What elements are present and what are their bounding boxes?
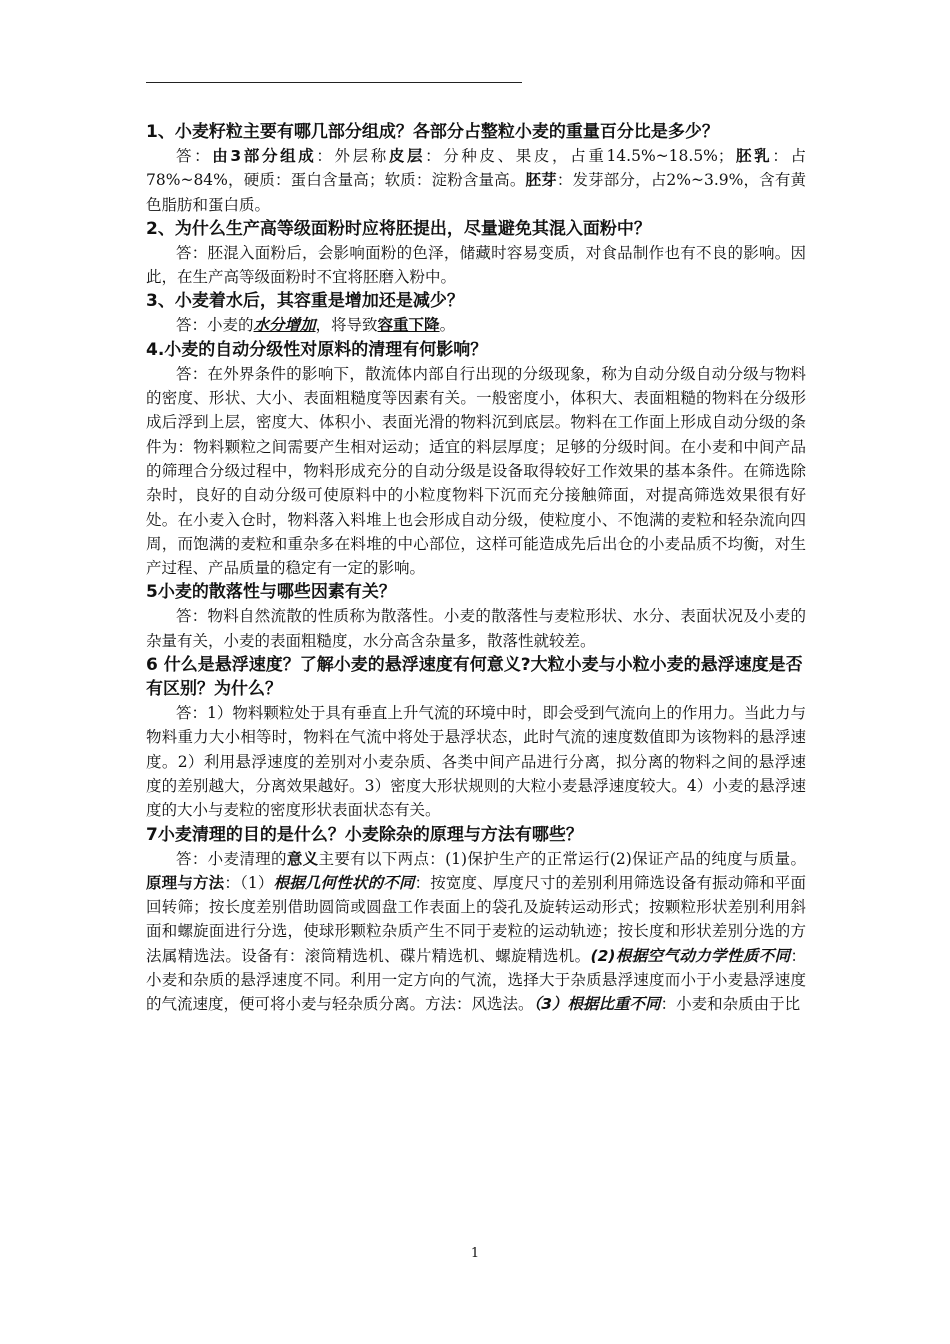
answer-1: 答：由3部分组成：外层称皮层：分种皮、果皮，占重14.5%~18.5%；胚乳：占78%~84%，硬质：蛋白含量高；软质：淀粉含量高。胚芽：发芽部分，占2%~3.9%，含有黄色脂肪和蛋白质。 [146,147,806,214]
document-body [146,120,806,1017]
question-6: 6 什么是悬浮速度？了解小麦的悬浮速度有何意义?大粒小麦与小粒小麦的悬浮速度是否有区别？为什么？ [146,655,803,700]
question-7: 7小麦清理的目的是什么？小麦除杂的原理与方法有哪些？ [146,824,583,845]
answer-5: 答：物料自然流散的性质称为散落性。小麦的散落性与麦粒形状、水分、表面状况及小麦的杂量有关，小麦的表面粗糙度，水分高含杂量多，散落性就较差。 [146,607,806,650]
page-number: 1 [470,1246,480,1261]
question-1: 1、小麦籽粒主要有哪几部分组成？各部分占整粒小麦的重量百分比是多少？ [146,122,719,142]
answer-6: 答：1）物料颗粒处于具有垂直上升气流的环境中时，即会受到气流向上的作用力。当此力与物料重力大小相等时，物料在气流中将处于悬浮状态，此时气流的速度数值即为该物料的悬浮速度。2）利用悬浮速度的差别对小麦杂质、各类中间产品进行分离，拟分离的物料之间的悬浮速度的差别越大，分离效果越好。3）密度大形状规则的大粒小麦悬浮速度较大。4）小麦的悬浮速度的大小与麦粒的密度形状表面状态有关。 [146,704,806,820]
header-rule [146,82,522,83]
question-3: 3、小麦着水后，其容重是增加还是减少？ [146,291,464,312]
answer-7: 答：小麦清理的意义主要有以下两点：(1)保护生产的正常运行(2)保证产品的纯度与质量。原理与方法：（1）根据几何性状的不同：按宽度、厚度尺寸的差别利用筛选设备有振动筛和平面回转筛；按长度差别借助圆筒或圆盘工作表面上的袋孔及旋转运动形式；按颗粒形状差别利用斜面和螺旋面进行分选，使球形颗粒杂质产生不同于麦粒的运动轨迹；按长度和形状差别分选的方法属精选法。设备有：滚筒精选机、碟片精选机、螺旋精选机。(2)根据空气动力学性质不同：小麦和杂质的悬浮速度不同。利用一定方向的气流，选择大于杂质悬浮速度而小于小麦悬浮速度的气流速度，便可将小麦与轻杂质分离。方法：风选法。（3）根据比重不同：小麦和杂质由于比 [146,849,806,1014]
question-2: 2、为什么生产高等级面粉时应将胚提出，尽量避免其混入面粉中？ [146,218,651,239]
answer-2: 答：胚混入面粉后，会影响面粉的色泽，储藏时容易变质，对食品制作也有不良的影响。因此，在生产高等级面粉时不宜将胚磨入粉中。 [146,243,806,287]
question-4: 4.小麦的自动分级性对原料的清理有何影响？ [146,339,488,360]
answer-4: 答：在外界条件的影响下，散流体内部自行出现的分级现象，称为自动分级自动分级与物料的密度、形状、大小、表面粗糙度等因素有关。一般密度小，体积大、表面粗糙的物料在分级形成后浮到上层，密度大、体积小、表面光滑的物料沉到底层。物料在工作面上形成自动分级的条件为：物料颗粒之间需要产生相对运动；适宜的料层厚度；足够的分级时间。在小麦和中间产品的筛理合分级过程中，物料形成充分的自动分级是设备取得较好工作效果的基本条件。在筛选除杂时，良好的自动分级可使原料中的小粒度物料下沉而充分接触筛面，对提高筛选效果很有好处。在小麦入仓时，物料落入料堆上也会形成自动分级，使粒度小、不饱满的麦粒和轻杂流向四周，而饱满的麦粒和重杂多在料堆的中心部位，这样可能造成先后出仓的小麦品质不均衡，对生产过程、产品质量的稳定有一定的影响。 [146,364,806,578]
answer-3: 答：小麦的水分增加，将导致容重下降。 [176,316,456,335]
question-5: 5小麦的散落性与哪些因素有关？ [146,582,396,603]
